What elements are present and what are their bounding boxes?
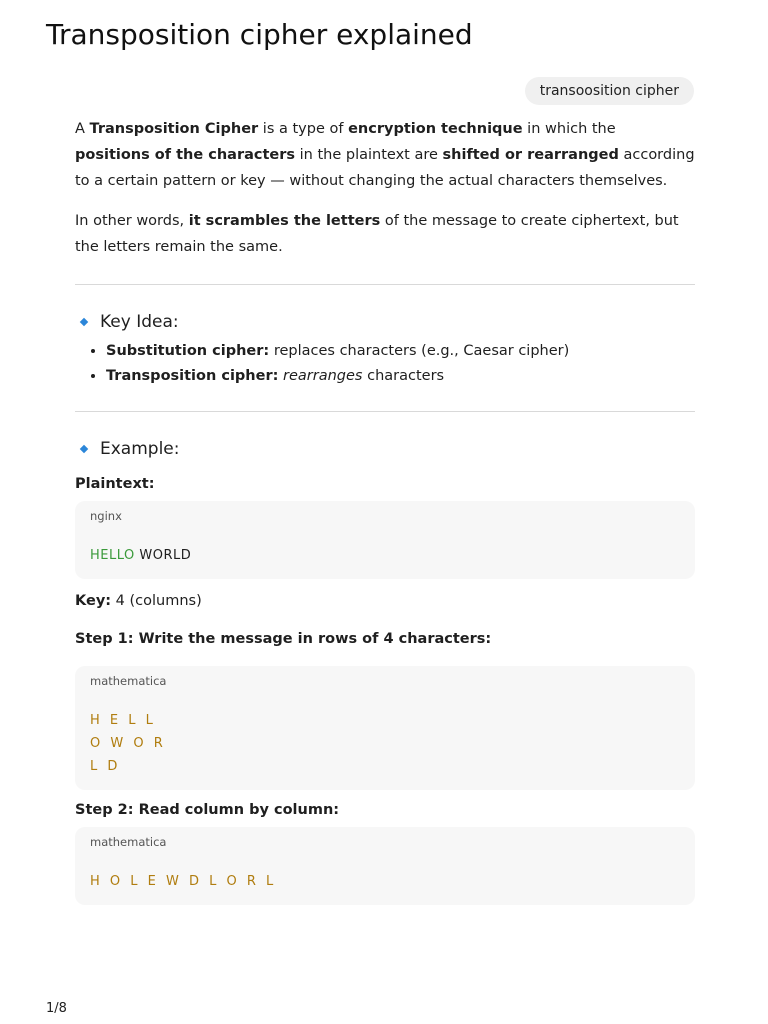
bold-text: Substitution cipher:	[106, 343, 270, 359]
code-line: O W O R	[90, 736, 166, 751]
list-item	[106, 364, 695, 389]
text: In other words,	[75, 213, 189, 229]
blue-diamond-icon	[80, 445, 88, 453]
code-block-step1[interactable]	[75, 666, 695, 790]
code-token: HELLO	[90, 548, 135, 563]
plaintext-label: Plaintext:	[75, 476, 155, 492]
code-token: WORLD	[134, 548, 192, 563]
blue-diamond-icon	[80, 318, 88, 326]
code-language-label: mathematica	[90, 674, 167, 688]
bold-text: Key:	[75, 593, 112, 609]
code-language-label: nginx	[90, 509, 122, 523]
intro-paragraph-1	[75, 116, 695, 194]
text: 4 (columns)	[111, 593, 202, 609]
page-title: Transposition cipher explained	[46, 18, 473, 51]
text: according to a certain pattern or key — without changing the actual characters themselves.	[75, 147, 695, 189]
italic-text: rearranges	[283, 368, 363, 384]
article-body	[75, 116, 695, 905]
text: replaces characters (e.g., Caesar cipher)	[269, 343, 570, 359]
text: characters	[362, 368, 445, 384]
intro-paragraph-2	[75, 208, 695, 260]
key-idea-heading	[81, 309, 695, 335]
bold-text: positions of the characters	[75, 147, 296, 163]
text: is a type of	[258, 121, 349, 137]
heading-text: Key Idea:	[100, 312, 179, 332]
divider	[75, 284, 695, 285]
page-number: 1/8	[46, 1001, 67, 1016]
step2-label: Step 2: Read column by column:	[75, 802, 340, 818]
key-line	[75, 591, 695, 611]
code-line	[90, 544, 680, 567]
bold-text: encryption technique	[348, 121, 523, 137]
bold-text: Transposition Cipher	[89, 121, 259, 137]
bold-text: it scrambles the letters	[188, 213, 381, 229]
text: in which the	[522, 121, 616, 137]
bold-text: shifted or rearranged	[442, 147, 619, 163]
text: A	[75, 121, 90, 137]
key-idea-list	[75, 339, 695, 389]
code-line: H E L L	[90, 713, 156, 728]
list-item	[106, 339, 695, 364]
text: of the message to create ciphertext, but the letters remain the same.	[75, 213, 679, 255]
example-heading	[81, 436, 695, 462]
code-block-plaintext[interactable]	[75, 501, 695, 579]
code-line: H O L E W D L O R L	[90, 874, 277, 889]
code-block-step2[interactable]	[75, 827, 695, 905]
heading-text: Example:	[100, 439, 180, 459]
code-line: L D	[90, 759, 121, 774]
divider	[75, 411, 695, 412]
bold-text: Transposition cipher:	[106, 368, 279, 384]
code-language-label: mathematica	[90, 835, 167, 849]
topic-chip[interactable]: transoosition cipher	[525, 77, 694, 105]
step1-label: Step 1: Write the message in rows of 4 characters:	[75, 631, 492, 647]
text: in the plaintext are	[295, 147, 443, 163]
